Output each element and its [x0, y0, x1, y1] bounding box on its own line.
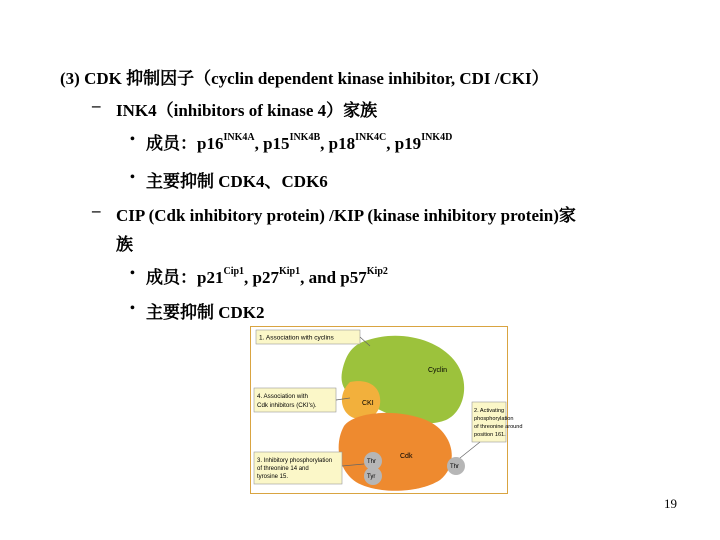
- thr-label: Thr: [367, 459, 376, 465]
- member-name: p27: [252, 268, 279, 287]
- ink4-targets: 主要抑制 CDK4、CDK6: [146, 172, 328, 191]
- cip-kip-family-title-line2: 族: [116, 235, 133, 254]
- callout-4-text-line2: Cdk inhibitors (CKI's).: [257, 402, 317, 409]
- cyclin-label: Cyclin: [428, 367, 448, 374]
- member-separator: ,: [254, 134, 264, 153]
- member-separator: ,: [320, 134, 329, 153]
- member-name: p18: [328, 134, 356, 153]
- member-name: p21: [197, 268, 224, 287]
- members-prefix: 成员：: [146, 268, 197, 287]
- bullet-marker: •: [130, 132, 135, 147]
- callout-3-text-line1: 3. Inhibitory phosphorylation: [257, 458, 333, 464]
- cip-kip-targets: 主要抑制 CDK2: [146, 303, 265, 322]
- ink4-family-title: INK4（inhibitors of kinase 4）家族: [116, 101, 378, 120]
- callout-2-text-line1: 2. Activating: [474, 408, 505, 414]
- member-name: p19: [394, 134, 422, 153]
- member-superscript: INK4A: [223, 132, 255, 144]
- tyr-label: Tyr: [367, 474, 376, 480]
- cip-kip-members: [146, 263, 388, 288]
- callout-3-text-line3: tyrosine 15.: [257, 474, 289, 480]
- member-name: p57: [340, 268, 367, 287]
- cip-kip-family-title-line1: CIP (Cdk inhibitory protein) /KIP (kinase inhibitory protein)家: [116, 206, 576, 225]
- dash-marker: –: [92, 96, 101, 115]
- bullet-marker: •: [130, 266, 135, 281]
- bullet-marker: •: [130, 170, 135, 185]
- callout-4-text-line1: 4. Association with: [257, 393, 308, 400]
- member-superscript: INK4C: [355, 132, 387, 144]
- member-separator: , and: [300, 268, 341, 287]
- member-separator: ,: [244, 268, 253, 287]
- member-separator: ,: [386, 134, 395, 153]
- member-name: p16: [197, 134, 224, 153]
- page-number: 19: [664, 496, 677, 511]
- member-superscript: INK4D: [421, 132, 453, 144]
- member-superscript: Kip1: [279, 266, 301, 278]
- cdk-regulation-figure: [250, 326, 523, 494]
- slide-heading: (3) CDK 抑制因子（cyclin dependent kinase inhibitor, CDI /CKI）: [60, 69, 549, 88]
- member-superscript: Kip2: [366, 266, 388, 278]
- members-prefix: 成员：: [146, 134, 197, 153]
- callout-2-text-line3: of threonine around: [474, 424, 523, 430]
- cki-label: CKI: [362, 400, 374, 407]
- callout-3-text-line2: of threonine 14 and: [257, 466, 309, 472]
- callout-2-text-line4: position 161.: [474, 432, 506, 438]
- ink4-members: [146, 129, 452, 154]
- member-superscript: Cip1: [223, 266, 245, 278]
- dash-marker: –: [92, 201, 101, 220]
- bullet-marker: •: [130, 301, 135, 316]
- member-name: p15: [263, 134, 290, 153]
- cdk-label: Cdk: [400, 453, 413, 460]
- member-superscript: INK4B: [289, 132, 321, 144]
- callout-2-text-line2: phosphorylation: [474, 416, 514, 422]
- thr161-label: Thr: [450, 464, 459, 470]
- callout-1-text: 1. Association with cyclins: [259, 334, 334, 342]
